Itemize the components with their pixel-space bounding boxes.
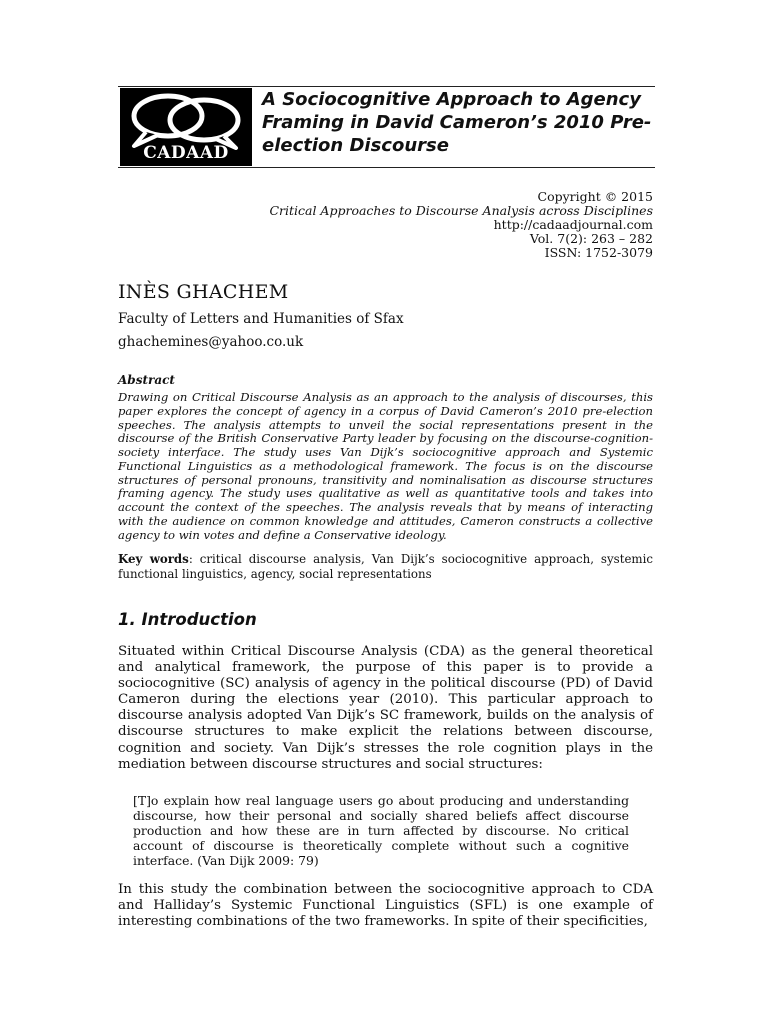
keywords-text: : critical discourse analysis, Van Dijk’s sociocognitive approach, systemic functional linguistics, agency, social representations bbox=[118, 552, 653, 581]
logo-text: CADAAD bbox=[143, 143, 229, 163]
keywords-label: Key words bbox=[118, 552, 189, 566]
author-name: INÈS GHACHEM bbox=[118, 281, 289, 303]
journal-name: Critical Approaches to Discourse Analysis across Disciplines bbox=[269, 203, 653, 218]
volume-pages: Vol. 7(2): 263 – 282 bbox=[529, 231, 653, 246]
copyright-line: Copyright © 2015 bbox=[537, 189, 653, 204]
cadaad-logo bbox=[120, 88, 252, 166]
intro-paragraph-2: In this study the combination between the sociocognitive approach to CDA and Halliday’s Systemic Functional Linguistics (SFL) is one example of interesting combinations of the two frameworks. In spite of their specificities, bbox=[118, 882, 653, 930]
header-top-rule bbox=[118, 86, 655, 87]
abstract-heading: Abstract bbox=[118, 373, 175, 387]
intro-paragraph-1: Situated within Critical Discourse Analysis (CDA) as the general theoretical and analytical framework, the purpose of this paper is to provide a sociocognitive (SC) analysis of agency in the political discourse (PD) of David Cameron during the elections year (2010). This particular approach to discourse analysis adopted Van Dijk’s SC framework, builds on the analysis of discourse structures to make explicit the relations between discourse, cognition and society. Van Dijk’s stresses the role cognition plays in the mediation between discourse structures and social structures: bbox=[118, 644, 653, 772]
paper-title: A Sociocognitive Approach to Agency Framing in David Cameron’s 2010 Pre-election Discourse bbox=[262, 89, 652, 156]
abstract-text: Drawing on Critical Discourse Analysis as an approach to the analysis of discourses, this paper explores the concept of agency in a corpus of David Cameron’s 2010 pre-election speeches. The analysis attempts to unveil the social representations present in the discourse of the British Conservative Party leader by focusing on the discourse-cognition-society interface. The study uses Van Dijk’s sociocognitive approach and Systemic Functional Linguistics as a methodological framework. The focus is on the discourse structures of personal pronouns, transitivity and nominalisation as discourse structures framing agency. The study uses qualitative as well as quantitative tools and takes into account the context of the speeches. The analysis reveals that by means of interacting with the audience on common knowledge and attitudes, Cameron constructs a collective agency to win votes and define a Conservative ideology. bbox=[118, 390, 653, 542]
journal-url[interactable]: http://cadaadjournal.com bbox=[493, 217, 653, 232]
section-heading-introduction: 1. Introduction bbox=[118, 610, 257, 629]
keywords bbox=[118, 552, 653, 582]
publication-info bbox=[250, 190, 653, 260]
block-quote: [T]o explain how real language users go about producing and understanding discourse, how their personal and socially shared beliefs affect discourse production and how these are in turn affected by discourse. No critical account of discourse is theoretically complete without such a cognitive interface. (Van Dijk 2009: 79) bbox=[133, 793, 629, 868]
author-affiliation: Faculty of Letters and Humanities of Sfax bbox=[118, 311, 404, 327]
author-email[interactable]: ghachemines@yahoo.co.uk bbox=[118, 334, 304, 350]
issn-line: ISSN: 1752-3079 bbox=[544, 245, 653, 260]
header-bottom-rule bbox=[118, 167, 655, 168]
